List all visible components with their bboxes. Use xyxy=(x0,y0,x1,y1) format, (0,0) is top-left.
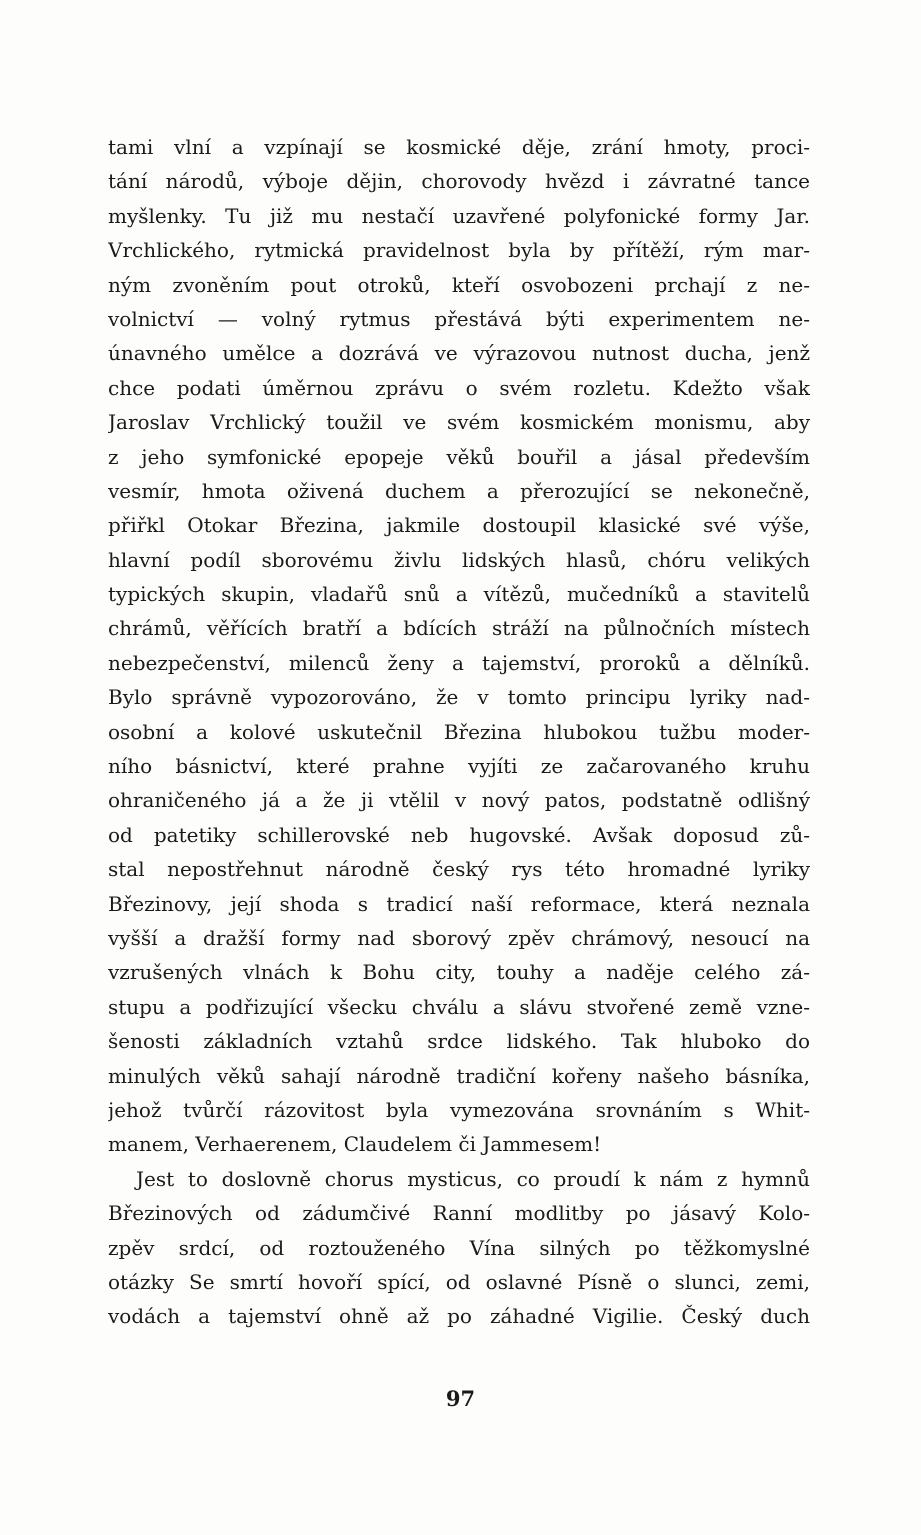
text-line: Bylo správně vypozorováno, že v tomto principu lyriky nad- xyxy=(108,685,810,710)
text-line: chce podati úměrnou zprávu o svém rozletu. Kdežto však xyxy=(108,375,810,400)
text-line: manem, Verhaerenem, Claudelem či Jammesem! xyxy=(108,1132,602,1157)
text-line: stal nepostřehnut národně český rys této hromadné lyriky xyxy=(108,857,810,882)
text-line: zpěv srdcí, od roztouženého Vína silných po těžkomyslné xyxy=(108,1235,810,1260)
text-line: typických skupin, vladařů snů a vítězů, mučedníků a stavitelů xyxy=(108,582,810,607)
text-line: vesmír, hmota oživená duchem a přerozující se nekonečně, xyxy=(108,478,810,503)
text-line: tami vlní a vzpínají se kosmické děje, zrání hmoty, proci- xyxy=(108,135,810,159)
text-line: Jest to doslovně chorus mysticus, co proudí k nám z hymnů xyxy=(136,1166,810,1191)
text-line: jehož tvůrčí rázovitost byla vymezována srovnáním s Whit- xyxy=(108,1097,810,1122)
body-text xyxy=(108,130,810,1334)
text-line: ným zvoněním pout otroků, kteří osvobozeni prchají z ne- xyxy=(108,272,810,297)
text-line: chrámů, věřících bratří a bdících stráží na půlnočních místech xyxy=(108,616,810,641)
text-line: Březinových od zádumčivé Ranní modlitby po jásavý Kolo- xyxy=(108,1201,810,1226)
text-line: nebezpečenství, milenců ženy a tajemství, proroků a dělníků. xyxy=(108,650,810,675)
text-line: hlavní podíl sborovému živlu lidských hlasů, chóru velikých xyxy=(108,547,810,572)
text-line: osobní a kolové uskutečnil Březina hlubokou tužbu moder- xyxy=(108,719,810,744)
text-line: minulých věků sahají národně tradiční kořeny našeho básníka, xyxy=(108,1063,810,1088)
text-line: tání národů, výboje dějin, chorovody hvězd i závratné tance xyxy=(108,169,810,194)
page-number: 97 xyxy=(445,1386,476,1411)
text-line: z jeho symfonické epopeje věků bouřil a jásal především xyxy=(108,444,810,469)
text-line: od patetiky schillerovské neb hugovské. Avšak doposud zů- xyxy=(108,822,810,847)
text-line: přiřkl Otokar Březina, jakmile dostoupil klasické své výše, xyxy=(108,513,810,538)
text-line: Vrchlického, rytmická pravidelnost byla by přítěží, rým mar- xyxy=(108,238,810,263)
text-line: Jaroslav Vrchlický toužil ve svém kosmickém monismu, aby xyxy=(108,410,810,435)
text-line: stupu a podřizující všecku chválu a slávu stvořené země vzne- xyxy=(108,994,810,1019)
text-line: Březinovy, její shoda s tradicí naší reformace, která neznala xyxy=(108,891,810,916)
text-line: ního básnictví, které prahne vyjíti ze začarovaného kruhu xyxy=(108,754,810,779)
text-line: volnictví — volný rytmus přestává býti experimentem ne- xyxy=(108,306,810,331)
text-line: ohraničeného já a že ji vtělil v nový patos, podstatně odlišný xyxy=(108,788,810,813)
text-line: myšlenky. Tu již mu nestačí uzavřené polyfonické formy Jar. xyxy=(108,203,810,228)
text-line: šenosti základních vztahů srdce lidského. Tak hluboko do xyxy=(108,1029,810,1054)
text-line: vodách a tajemství ohně až po záhadné Vigilie. Český duch xyxy=(108,1304,810,1329)
text-line: vzrušených vlnách k Bohu city, touhy a naděje celého zá- xyxy=(108,960,810,985)
text-line: vyšší a dražší formy nad sborový zpěv chrámový, nesoucí na xyxy=(108,925,810,950)
text-line: otázky Se smrtí hovoří spící, od oslavné Písně o slunci, zemi, xyxy=(108,1269,810,1294)
text-line: únavného umělce a dozrává ve výrazovou nutnost ducha, jenž xyxy=(108,341,810,366)
